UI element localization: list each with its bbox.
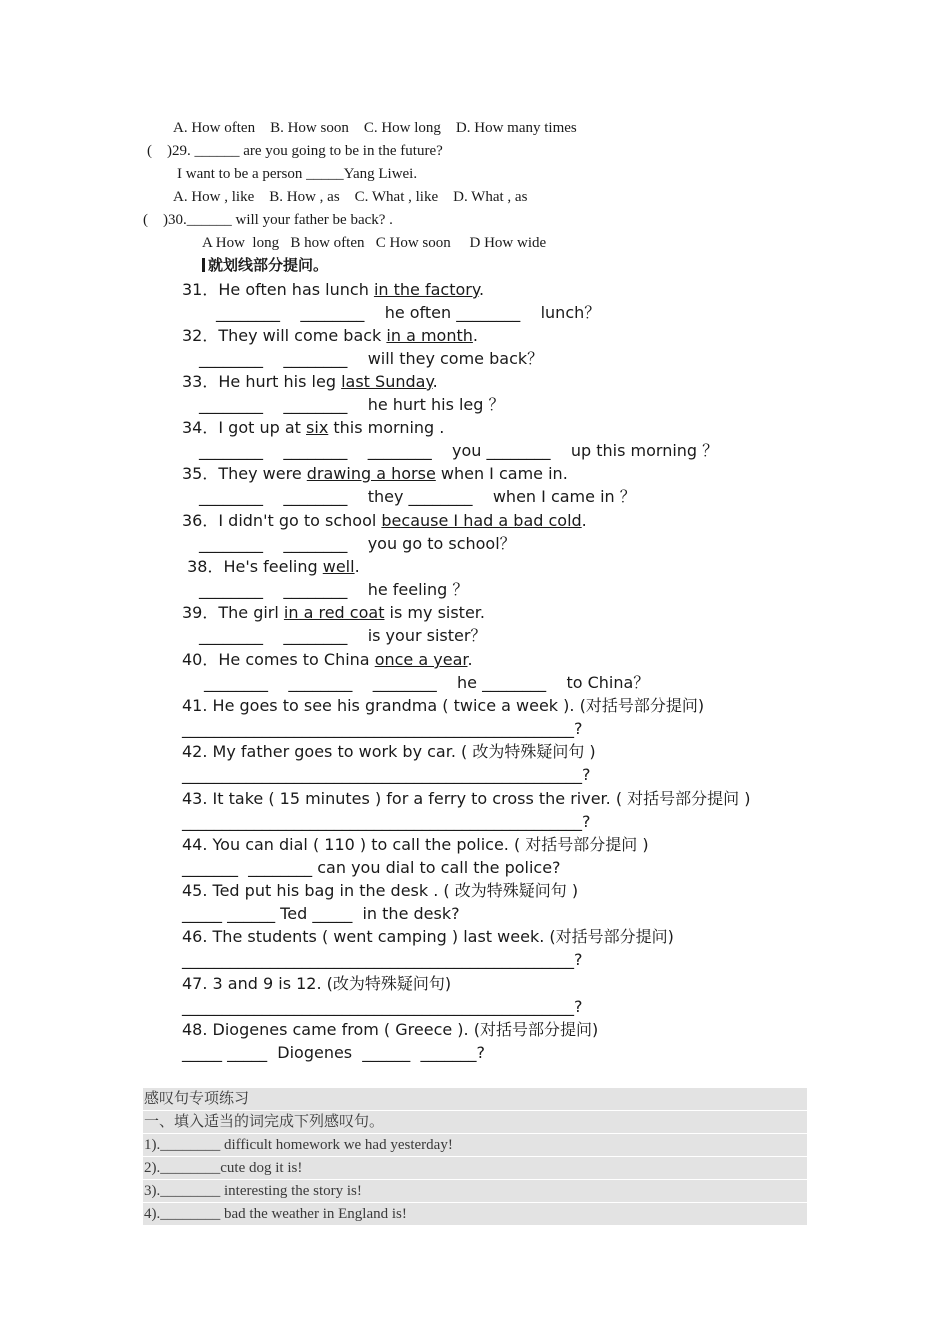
q32-underlined: in a month [386, 326, 473, 345]
q45-answer-line: _____ ______ Ted _____ in the desk? [182, 904, 460, 923]
q29-line2: I want to be a person _____Yang Liwei. [177, 166, 418, 182]
q35-post: when I came in. [435, 464, 568, 483]
q46-answer-line: _________________________________________________? [182, 950, 583, 969]
q42-sentence: 42. My father goes to work by car. ( 改为特殊疑问句 ) [182, 742, 596, 761]
q34-underlined: six [306, 418, 329, 437]
q39-underlined: in a red coat [283, 603, 385, 622]
q48-answer-line: _____ _____ Diogenes ______ _______? [182, 1043, 485, 1062]
section-heading [202, 256, 328, 276]
q41-answer-line: _________________________________________________? [182, 719, 583, 738]
q31-post: . [479, 280, 485, 299]
heading-marker [202, 258, 205, 272]
q33-sentence [182, 372, 438, 392]
q48-sentence: 48. Diogenes came from ( Greece ). (对括号部分提问) [182, 1020, 599, 1039]
q47-sentence: 47. 3 and 9 is 12. (改为特殊疑问句) [182, 974, 452, 993]
q44-answer-line: _______ ________ can you dial to call the police? [182, 858, 561, 877]
q31-sentence [182, 280, 484, 300]
q31-answer-line: ________ ________ he often ________ lunch？ [216, 303, 601, 322]
q34-sentence [182, 418, 444, 438]
q34-answer-line: ________ ________ ________ you ________ up this morning ？ [199, 441, 719, 460]
q36-pre: 36．I didn't go to school [182, 511, 382, 530]
q30-question: ( )30.______ will your father be back? . [143, 212, 393, 228]
q43-answer-line: __________________________________________________? [182, 812, 591, 831]
q35-sentence [182, 464, 568, 484]
q41-sentence: 41. He goes to see his grandma ( twice a week ). (对括号部分提问) [182, 696, 705, 715]
exclaim-item: 3).________ interesting the story is! [144, 1183, 362, 1199]
exclaim-item: 2).________cute dog it is! [144, 1160, 303, 1176]
q36-sentence [182, 511, 587, 531]
q36-post: . [581, 511, 587, 530]
q42-answer-line: __________________________________________________? [182, 765, 591, 784]
exclaim-instruction: 一、填入适当的词完成下列感叹句。 [144, 1114, 385, 1130]
q33-post: . [432, 372, 438, 391]
q32-sentence [182, 326, 478, 346]
q38-pre: 38．He's feeling [182, 557, 323, 576]
q33-pre: 33．He hurt his leg [182, 372, 342, 391]
q39-sentence [182, 603, 485, 623]
q38-sentence [182, 557, 360, 577]
q33-answer-line: ________ ________ he hurt his leg ？ [199, 395, 505, 414]
exclaim-item: 1).________ difficult homework we had yesterday! [144, 1137, 453, 1153]
q32-pre: 32．They will come back [182, 326, 387, 345]
q38-underlined: well [322, 557, 355, 576]
exclaim-title: 感叹句专项练习 [144, 1091, 250, 1107]
q40-underlined: once a year [374, 650, 468, 669]
q33-underlined: last Sunday [341, 372, 433, 391]
q46-sentence: 46. The students ( went camping ) last week. (对括号部分提问) [182, 927, 674, 946]
q35-pre: 35．They were [182, 464, 307, 483]
q31-pre: 31．He often has lunch [182, 280, 374, 299]
q38-answer-line: ________ ________ he feeling ？ [199, 580, 469, 599]
q36-answer-line: ________ ________ you go to school？ [199, 534, 516, 553]
q29-question: ( )29. ______ are you going to be in the future? [147, 143, 443, 159]
section-heading-text: 就划线部分提问。 [208, 258, 329, 274]
q34-pre: 34．I got up at [182, 418, 307, 437]
q34-post: this morning . [328, 418, 445, 437]
q31-underlined: in the factory [373, 280, 480, 299]
q35-answer-line: ________ ________ they ________ when I came in ？ [199, 487, 636, 506]
q39-post: is my sister. [384, 603, 485, 622]
q40-answer-line: ________ ________ ________ he ________ to China？ [204, 673, 650, 692]
q30-options: A How long B how often C How soon D How wide [202, 235, 547, 251]
q43-sentence: 43. It take ( 15 minutes ) for a ferry to cross the river. ( 对括号部分提问 ) [182, 789, 751, 808]
exclaim-item: 4).________ bad the weather in England is! [144, 1206, 407, 1222]
q40-sentence [182, 650, 473, 670]
q32-post: . [472, 326, 478, 345]
q40-pre: 40．He comes to China [182, 650, 375, 669]
q38-post: . [354, 557, 360, 576]
q40-post: . [467, 650, 473, 669]
q28-options: A. How often B. How soon C. How long D. How many times [173, 120, 577, 136]
q29-options: A. How , like B. How , as C. What , like D. What , as [173, 189, 528, 205]
q39-answer-line: ________ ________ is your sister？ [199, 626, 487, 645]
q47-answer-line: _________________________________________________? [182, 997, 583, 1016]
q44-sentence: 44. You can dial ( 110 ) to call the police. ( 对括号部分提问 ) [182, 835, 649, 854]
q36-underlined: because I had a bad cold [381, 511, 582, 530]
q32-answer-line: ________ ________ will they come back？ [199, 349, 544, 368]
q39-pre: 39．The girl [182, 603, 284, 622]
q35-underlined: drawing a horse [306, 464, 436, 483]
q45-sentence: 45. Ted put his bag in the desk . ( 改为特殊疑问句 ) [182, 881, 579, 900]
